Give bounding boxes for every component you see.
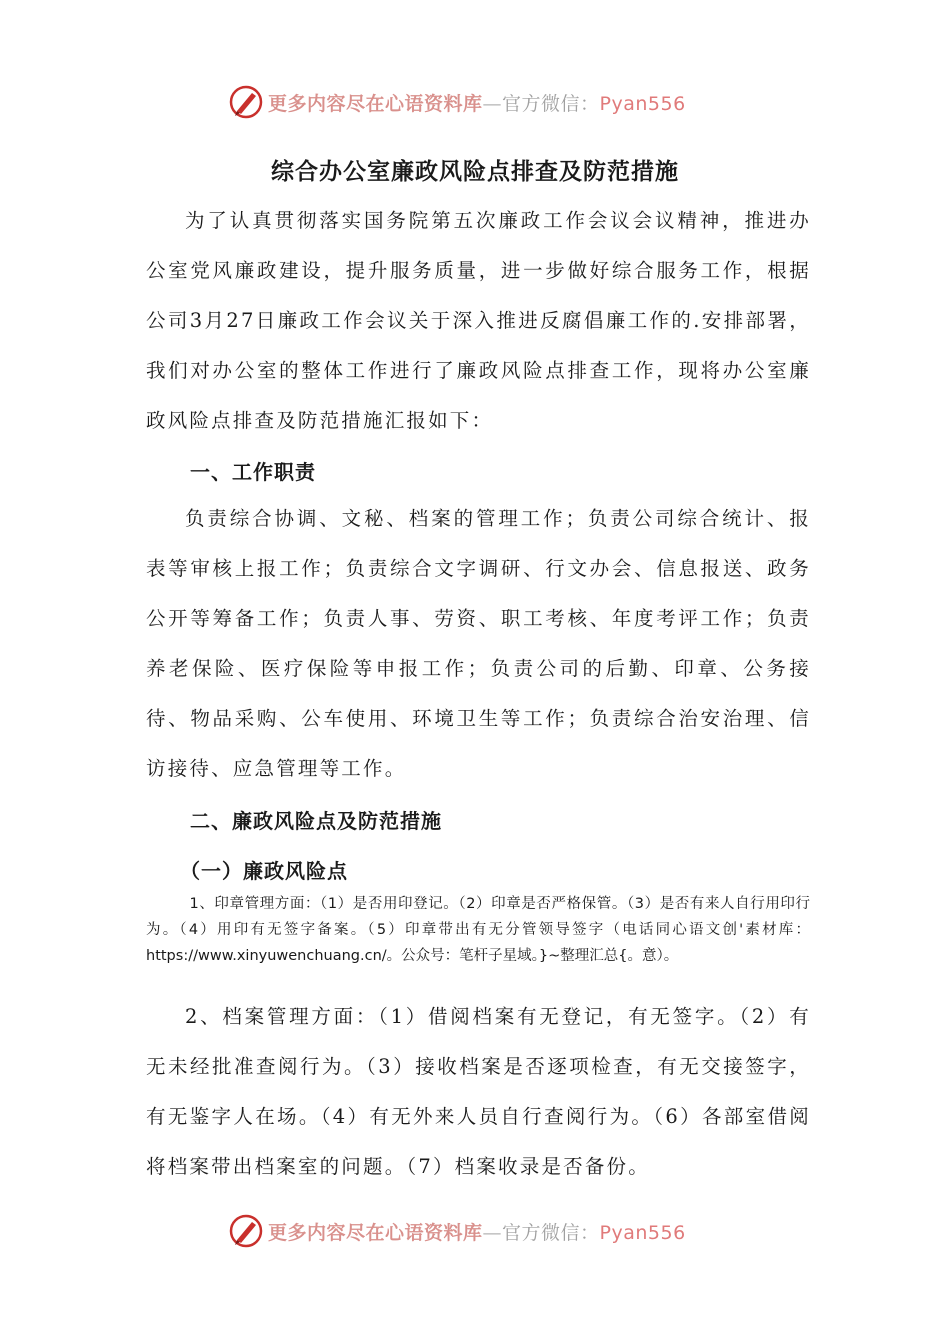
banner-wechat-id: Pyan556 [599,92,686,115]
pen-logo-icon [228,84,264,120]
banner-wechat-label-bottom: 官方微信： [502,1221,600,1244]
subsection1-heading: （一）廉政风险点 [180,859,348,883]
section2-heading: 二、廉政风险点及防范措施 [190,809,442,833]
document-title: 综合办公室廉政风险点排查及防范措施 [271,158,679,185]
bottom-banner [0,1211,950,1251]
pen-logo-icon-bottom [228,1213,264,1249]
banner-dash: — [482,92,503,115]
banner-site-name: 更多内容尽在心语资料库 [268,92,483,115]
section1-body: 负责综合协调、文秘、档案的管理工作；负责公司综合统计、报表等审核上报工作；负责综合文字调研、行文办会、信息报送、政务公开等筹备工作；负责人事、劳资、职工考核、年度考评工作；负责养老保险、医疗保险等申报工作；负责公司的后勤、印章、公务接待、物品采购、公车使用、环境卫生等工作；负责综合治安治理、信访接待、应急管理等工作。 [146,507,811,780]
item1-seal-management: 1、印章管理方面：（1）是否用印登记。（2）印章是否严格保管。（3）是否有来人自行用印行为。（4）用印有无签字备案。（5）印章带出有无分管领导签字（电话同心语文创'素材库：https://www.xinyuwenchuang.cn/。公众号：笔杆子星域。}~整理汇总{。意）。 [146,896,810,964]
banner-wechat-label: 官方微信： [502,92,600,115]
top-banner [0,82,950,122]
banner-wechat-id-bottom: Pyan556 [599,1221,686,1244]
banner-dash-bottom: — [482,1221,503,1244]
banner-site-name-bottom: 更多内容尽在心语资料库 [268,1221,483,1244]
item2-archive-management: 2、档案管理方面：（1）借阅档案有无登记，有无签字。（2）有无未经批准查阅行为。（3）接收档案是否逐项检查，有无交接签字，有无鉴字人在场。（4）有无外来人员自行查阅行为。（6）各部室借阅将档案带出档案室的问题。（7）档案收录是否备份。 [146,1005,811,1178]
section1-heading: 一、工作职责 [190,460,316,484]
intro-paragraph: 为了认真贯彻落实国务院第五次廉政工作会议会议精神，推进办公室党风廉政建设，提升服务质量，进一步做好综合服务工作，根据公司3月27日廉政工作会议关于深入推进反腐倡廉工作的.安排部署，我们对办公室的整体工作进行了廉政风险点排查工作，现将办公室廉政风险点排查及防范措施汇报如下： [146,209,811,432]
